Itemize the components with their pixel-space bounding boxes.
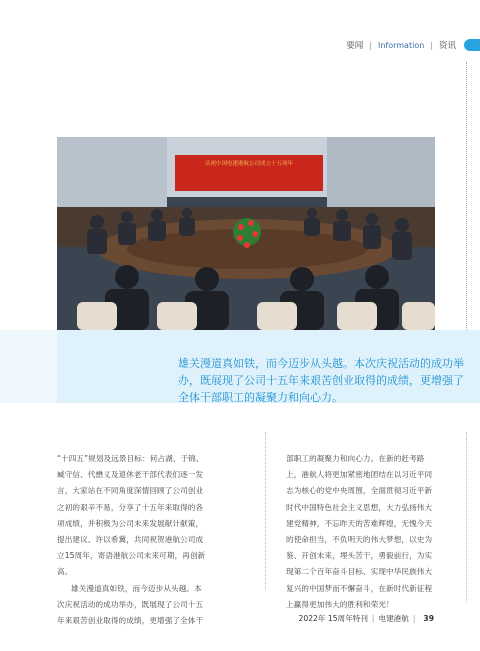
dotted-rule-top bbox=[466, 62, 467, 332]
meeting-photo-illustration bbox=[57, 137, 435, 330]
header-separator: | bbox=[430, 40, 433, 50]
banner-text: 庆祝中国电建港航公司成立十五周年 bbox=[204, 161, 294, 167]
dotted-rule-bottom bbox=[466, 432, 467, 602]
section-sublabel: 资讯 bbox=[438, 41, 456, 51]
magazine-name: 电建港航 bbox=[378, 614, 409, 623]
footer-separator: | bbox=[371, 614, 375, 623]
section-label-en: Information bbox=[377, 40, 425, 50]
footer-separator: | bbox=[412, 614, 416, 623]
article-paragraph: “十四五”规划及远景目标：何占湖、于锦、臧守信、代懋义及退休老干部代表们逐一发言，大家站在不同角度深情回顾了公司创业之初的艰辛不易，分享了十五年来取得的各项成绩，并积极为公司未来发展献计献策，提出建议、许以希冀，共同祝贺港航公司成立15周年，寄语港航公司未来可期，再创新高。 bbox=[57, 454, 206, 577]
pull-quote-text: 雄关漫道真如铁，而今迈步从头越。本次庆祝活动的成功举办，既展现了公司十五年来艰苦创业取得的成绩，更增强了全体干部职工的凝聚力和向心力。 bbox=[178, 357, 464, 404]
section-header bbox=[346, 38, 480, 52]
section-label-cn: 要闻 bbox=[346, 41, 364, 51]
article-column-left bbox=[57, 451, 207, 629]
header-separator: | bbox=[369, 40, 372, 50]
article-paragraph: 部职工的凝聚力和向心力。在新的赶考路上，港航人将更加紧密地团结在以习近平同志为核心的党中央周围，全面贯彻习近平新时代中国特色社会主义思想，大力弘扬伟大建党精神，不忘昨天的苦难辉煌，无愧今天的使命担当，不负明天的伟大梦想，以史为鉴、开创未来，埋头苦干，勇毅前行，为实现第二个百年奋斗目标、实现中华民族伟大复兴的中国梦而不懈奋斗，在新时代新征程上赢得更加伟大的胜利和荣光！ bbox=[286, 454, 433, 609]
article-paragraph bbox=[57, 581, 207, 630]
column-divider bbox=[265, 432, 266, 590]
article-column-right bbox=[286, 451, 436, 613]
page-footer bbox=[299, 613, 434, 624]
page-number: 39 bbox=[423, 614, 434, 623]
article-paragraph-text: 雄关漫道真如铁，而今迈步从头越。本次庆祝活动的成功举办，既展现了公司十五年来艰苦创业取得的成绩，更增强了全体干 bbox=[57, 583, 204, 626]
meeting-photo bbox=[57, 137, 435, 330]
issue-label: 2022年 15周年特刊 bbox=[298, 614, 368, 623]
quote-side-bar bbox=[0, 330, 57, 403]
section-pill-marker bbox=[464, 39, 480, 51]
